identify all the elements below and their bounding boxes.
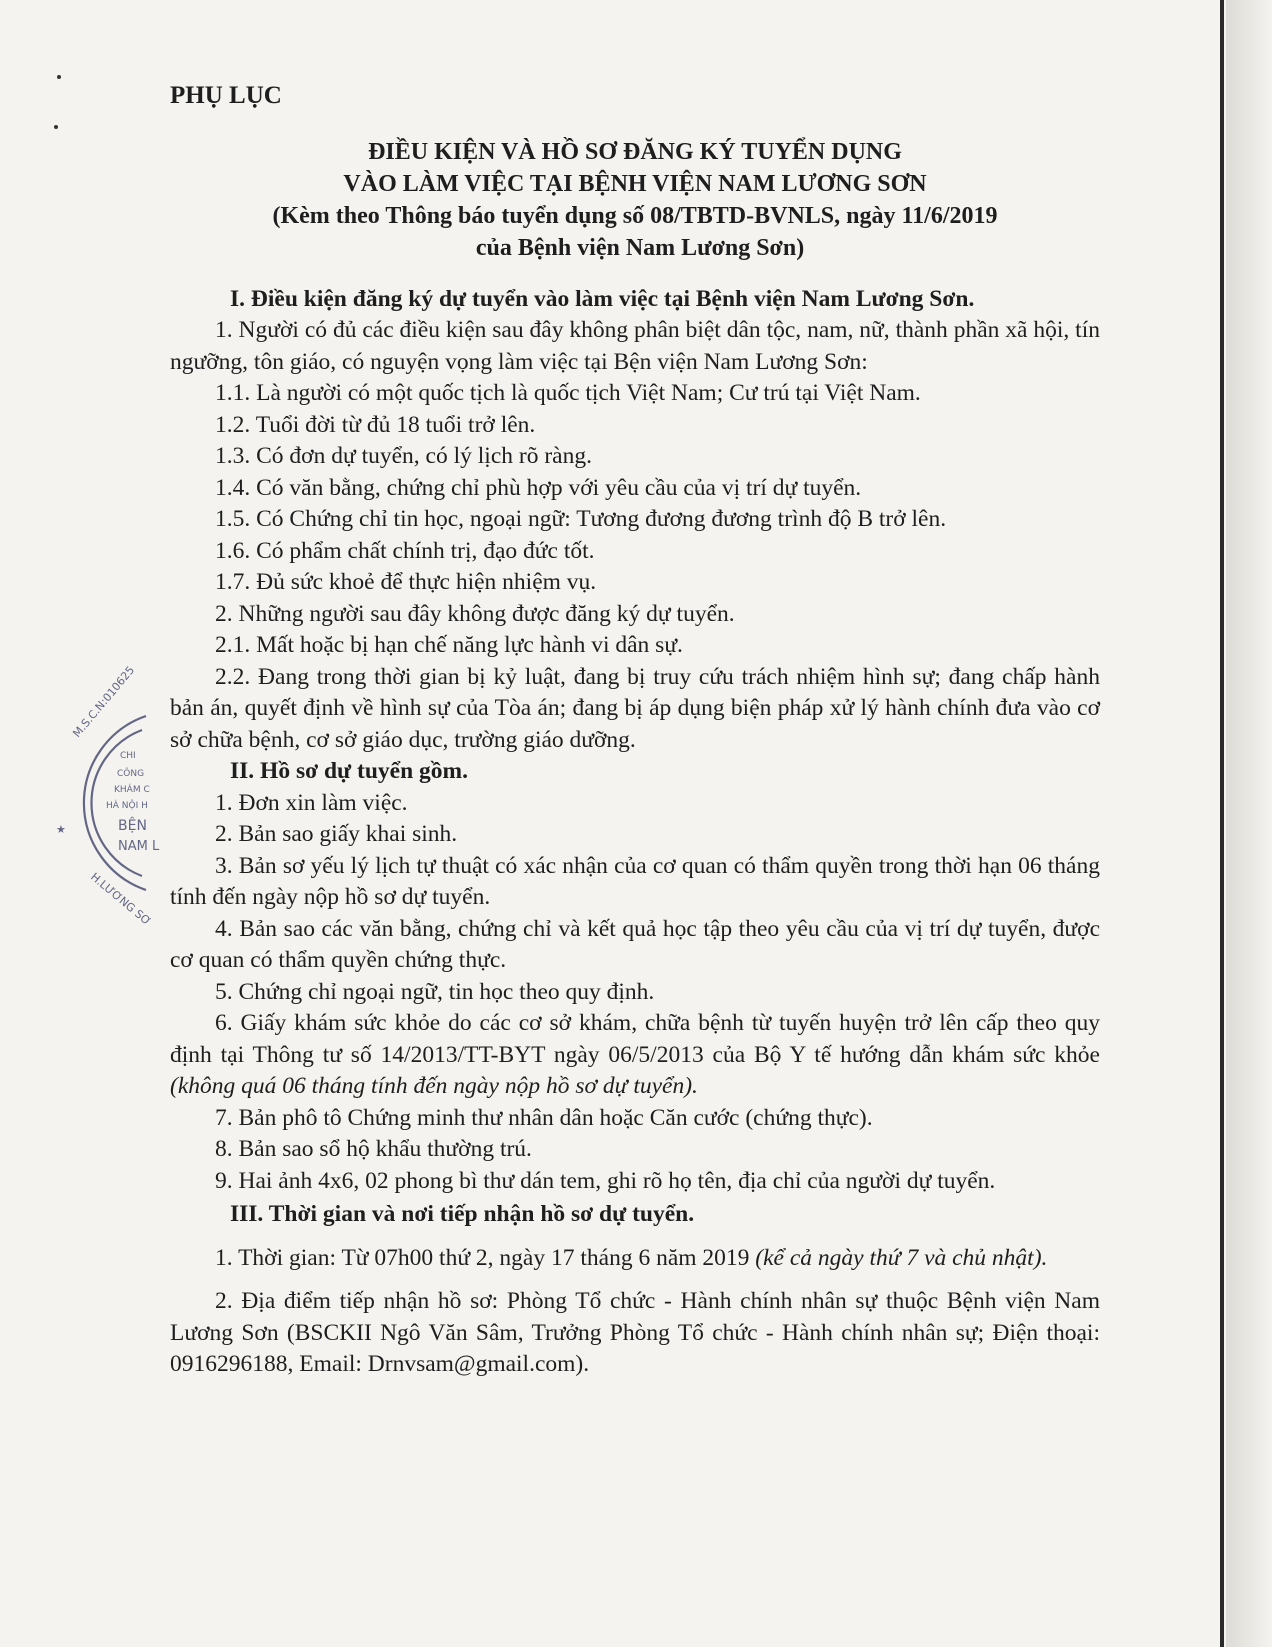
paragraph: 4. Bản sao các văn bằng, chứng chỉ và kết quả học tập theo yêu cầu của vị trí dự tuyển, được cơ quan có thẩm quyền chứng thực. [170, 915, 1100, 973]
list-item: 1.1. Là người có một quốc tịch là quốc tịch Việt Nam; Cư trú tại Việt Nam. [215, 380, 921, 406]
paragraph-text: 1. Thời gian: Từ 07h00 thứ 2, ngày 17 tháng 6 năm 2019 [215, 1244, 756, 1271]
paragraph-note: (kể cả ngày thứ 7 và chủ nhật). [755, 1244, 1048, 1271]
list-item: 2.1. Mất hoặc bị hạn chế năng lực hành vi dân sự. [215, 632, 683, 658]
paragraph: 2.2. Đang trong thời gian bị kỷ luật, đang bị truy cứu trách nhiệm hình sự; đang chấp hành bản án, quyết định về hình sự của Tòa án; đang bị áp dụng biện pháp xử lý hành chính đưa vào cơ sở chữa bệnh, cơ sở giáo dục, trường giáo dưỡng. [170, 663, 1100, 753]
list-item: 1.7. Đủ sức khoẻ để thực hiện nhiệm vụ. [215, 569, 597, 595]
title-line: ĐIỀU KIỆN VÀ HỒ SƠ ĐĂNG KÝ TUYỂN DỤNG [368, 138, 902, 165]
list-item: 1.3. Có đơn dự tuyển, có lý lịch rõ ràng. [215, 443, 592, 469]
list-item: 2. Những người sau đây không được đăng ký dự tuyển. [215, 600, 735, 627]
svg-text:CHI: CHI [120, 751, 136, 761]
official-stamp [38, 663, 160, 929]
svg-text:M.S.C.N:010625: M.S.C.N:010625 [70, 663, 138, 740]
list-item: 1.4. Có văn bằng, chứng chỉ phù hợp với yêu cầu của vị trí dự tuyển. [215, 474, 862, 501]
title-subline: của Bệnh viện Nam Lương Sơn) [475, 234, 805, 261]
list-item: 9. Hai ảnh 4x6, 02 phong bì thư dán tem, ghi rõ họ tên, địa chỉ của người dự tuyển. [215, 1167, 996, 1194]
scan-speck [57, 75, 61, 79]
svg-text:BỆN: BỆN [118, 818, 147, 834]
paragraph-note: (không quá 06 tháng tính đến ngày nộp hồ sơ dự tuyển). [170, 1073, 698, 1099]
svg-text:KHÁM C: KHÁM C [114, 785, 150, 795]
paragraph: 1. Người có đủ các điều kiện sau đây không phân biệt dân tộc, nam, nữ, thành phần xã hội, tín ngưỡng, tôn giáo, có nguyện vọng làm việc tại Bện viện Nam Lương Sơn: [170, 317, 1100, 375]
section-heading: II. Hồ sơ dự tuyển gồm. [230, 758, 468, 784]
list-item: 1.5. Có Chứng chỉ tin học, ngoại ngữ: Tương đương đương trình độ B trở lên. [215, 506, 947, 532]
svg-text:HÀ NỘI H: HÀ NỘI H [106, 801, 148, 811]
svg-text:★: ★ [56, 823, 66, 836]
appendix-label: PHỤ LỤC [170, 82, 282, 109]
list-item: 1.2. Tuổi đời từ đủ 18 tuổi trở lên. [215, 411, 536, 438]
list-item: 1. Đơn xin làm việc. [215, 789, 408, 816]
svg-text:H.LƯƠNG SƠ: H.LƯƠNG SƠ [88, 870, 154, 929]
document-title [170, 136, 1100, 264]
svg-text:CÔNG: CÔNG [117, 769, 145, 779]
page-edge-shadow [1226, 0, 1272, 1647]
paragraph-text: 6. Giấy khám sức khỏe do các cơ sở khám, chữa bệnh từ tuyến huyện trở lên cấp theo quy định tại Thông tư số 14/2013/TT-BYT ngày 06/5/2013 của Bộ Y tế hướng dẫn khám sức khỏe [170, 1010, 1100, 1068]
title-subline: (Kèm theo Thông báo tuyển dụng số 08/TBTD-BVNLS, ngày 11/6/2019 [272, 202, 998, 229]
title-line: VÀO LÀM VIỆC TẠI BỆNH VIỆN NAM LƯƠNG SƠN [343, 170, 927, 197]
list-item: 5. Chứng chỉ ngoại ngữ, tin học theo quy định. [215, 978, 655, 1005]
section-heading: III. Thời gian và nơi tiếp nhận hồ sơ dự tuyển. [230, 1201, 695, 1227]
paragraph [170, 1008, 1100, 1103]
scan-speck [54, 125, 58, 129]
svg-text:NAM L: NAM L [118, 839, 160, 854]
list-item: 8. Bản sao sổ hộ khẩu thường trú. [215, 1136, 532, 1162]
document-body [170, 80, 1100, 1381]
paragraph: 3. Bản sơ yếu lý lịch tự thuật có xác nhận của cơ quan có thẩm quyền trong thời hạn 06 tháng tính đến ngày nộp hồ sơ dự tuyển. [170, 852, 1100, 910]
list-item: 2. Bản sao giấy khai sinh. [215, 821, 458, 847]
list-item: 7. Bản phô tô Chứng minh thư nhân dân hoặc Căn cước (chứng thực). [215, 1104, 873, 1131]
paragraph [170, 1243, 1100, 1275]
list-item: 1.6. Có phẩm chất chính trị, đạo đức tốt. [215, 537, 595, 564]
page-edge-line [1220, 0, 1224, 1647]
paragraph: 2. Địa điểm tiếp nhận hồ sơ: Phòng Tổ chức - Hành chính nhân sự thuộc Bệnh viện Nam Lương Sơn (BSCKII Ngô Văn Sâm, Trưởng Phòng Tổ chức - Hành chính nhân sự; Điện thoại: 0916296188, Email: Drnvsam@gmail.com). [170, 1288, 1100, 1377]
section-heading: I. Điều kiện đăng ký dự tuyển vào làm việc tại Bệnh viện Nam Lương Sơn. [230, 285, 975, 312]
